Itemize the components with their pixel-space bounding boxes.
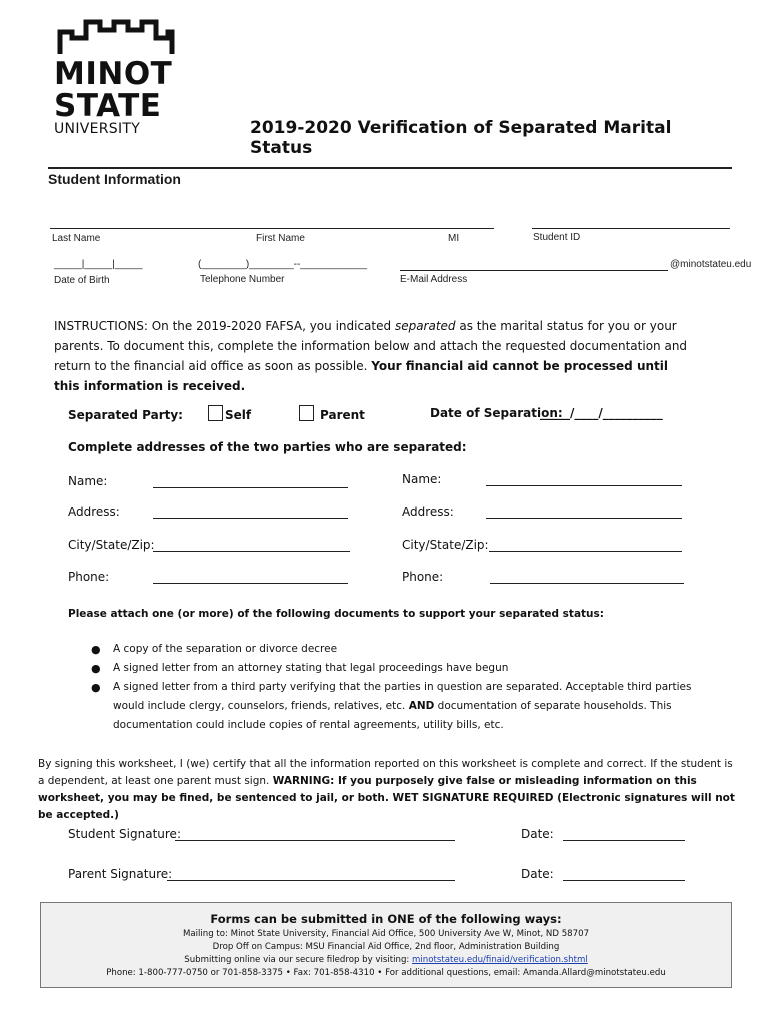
dob-label: Date of Birth [54,275,110,286]
phone-input[interactable]: (________)________--____________ [198,259,368,270]
name-input-line[interactable] [50,228,494,229]
university-logo [50,18,180,138]
party2-phone-input[interactable] [490,583,684,584]
email-input-line[interactable] [400,270,668,271]
student-signature-input[interactable] [175,840,455,841]
party1-city-label: City/State/Zip: [68,538,155,552]
logo-word-university: UNIVERSITY [54,121,141,137]
party1-address-label: Address: [68,505,120,519]
castle-tower-icon [56,18,176,56]
instructions-text: INSTRUCTIONS: On the 2019-2020 FAFSA, you indicated separated as the marital status for you or your parents. To document this, complete the information below and attach the requested documentation and return to the financial aid office as soon as possible. Your financial aid cannot be processed until this information is received. [54,319,688,393]
separation-date-label: Date of Separation: [430,406,563,420]
submission-info-box [40,902,732,988]
telephone-label: Telephone Number [200,274,285,285]
list-item: ● A signed letter from a third party verifying that the parties in question are separated. Acceptable third parties would include clergy, counselors, friends, relatives, etc. AND documentation of separate households. This documentation could include copies of rental agreements, utility bills, etc. [113,678,693,735]
email-label: E-Mail Address [400,274,468,285]
bullet-icon: ● [91,643,101,656]
parent-date-input[interactable] [563,880,685,881]
logo-word-minot: MINOT [54,56,173,92]
title-divider [48,167,732,169]
self-checkbox[interactable] [208,405,223,421]
parent-signature-label: Parent Signature: [68,867,173,881]
list-item: ● A copy of the separation or divorce decree [113,640,693,659]
mailing-info: Mailing to: Minot State University, Financial Aid Office, 500 University Ave W, Minot, ND 58707 [182,929,590,939]
logo-word-state: STATE [54,88,162,124]
party1-name-input[interactable] [153,487,348,488]
parent-date-label: Date: [521,867,554,881]
certification-text: By signing this worksheet, I (we) certify that all the information reported on this worksheet is complete and correct. If the student is a dependent, at least one parent must sign. WARNING: If you purposely give false or misleading information on this worksheet, you may be fined, be sentenced to jail, or both. WET SIGNATURE REQUIRED (Electronic signatures will not be accepted.) [38,758,735,821]
dob-input[interactable]: _____|_____|_____ [54,259,143,270]
section-title: Student Information [48,171,181,187]
party1-address-input[interactable] [153,518,348,519]
party2-address-input[interactable] [486,518,682,519]
party1-phone-input[interactable] [153,583,348,584]
online-info: Submitting online via our secure filedrop by visiting: minotstateu.edu/finaid/verification.shtml [184,955,588,965]
mi-label: MI [448,233,460,244]
dropoff-info: Drop Off on Campus: MSU Financial Aid Office, 2nd floor, Administration Building [212,942,560,952]
party2-phone-label: Phone: [402,570,444,584]
party2-address-label: Address: [402,505,454,519]
separation-date-input[interactable]: _____/____/__________ [540,406,663,420]
bullet-icon: ● [91,681,101,694]
parent-signature-input[interactable] [167,880,455,881]
page-title: 2019-2020 Verification of Separated Marital Status [250,118,672,158]
party2-city-label: City/State/Zip: [402,538,489,552]
parent-option-label: Parent [320,408,365,422]
first-name-label: First Name [256,233,305,244]
self-option-label: Self [225,408,252,422]
student-id-input-line[interactable] [532,228,730,229]
documents-heading: Please attach one (or more) of the following documents to support your separated status: [68,608,604,620]
submission-heading: Forms can be submitted in ONE of the following ways: [210,912,562,926]
email-domain: @minotstateu.edu [670,259,752,270]
bullet-icon: ● [91,662,101,675]
addresses-heading: Complete addresses of the two parties who are separated: [68,440,467,454]
student-id-label: Student ID [533,232,581,243]
party1-phone-label: Phone: [68,570,110,584]
student-signature-label: Student Signature: [68,827,181,841]
list-item: ● A signed letter from an attorney stating that legal proceedings have begun [113,659,693,678]
filedrop-link[interactable]: minotstateu.edu/finaid/verification.shtml [412,955,588,965]
last-name-label: Last Name [52,233,101,244]
separated-party-label: Separated Party: [68,408,183,422]
party2-city-input[interactable] [489,551,682,552]
party2-name-label: Name: [402,472,442,486]
student-date-label: Date: [521,827,554,841]
student-date-input[interactable] [563,840,685,841]
party1-city-input[interactable] [153,551,350,552]
contact-info: Phone: 1-800-777-0750 or 701-858-3375 • Fax: 701-858-4310 • For additional questions, email: Amanda.Allard@minotstateu.edu [106,968,666,978]
party2-name-input[interactable] [486,485,682,486]
party1-name-label: Name: [68,474,108,488]
documents-list [91,640,693,735]
parent-checkbox[interactable] [299,405,314,421]
